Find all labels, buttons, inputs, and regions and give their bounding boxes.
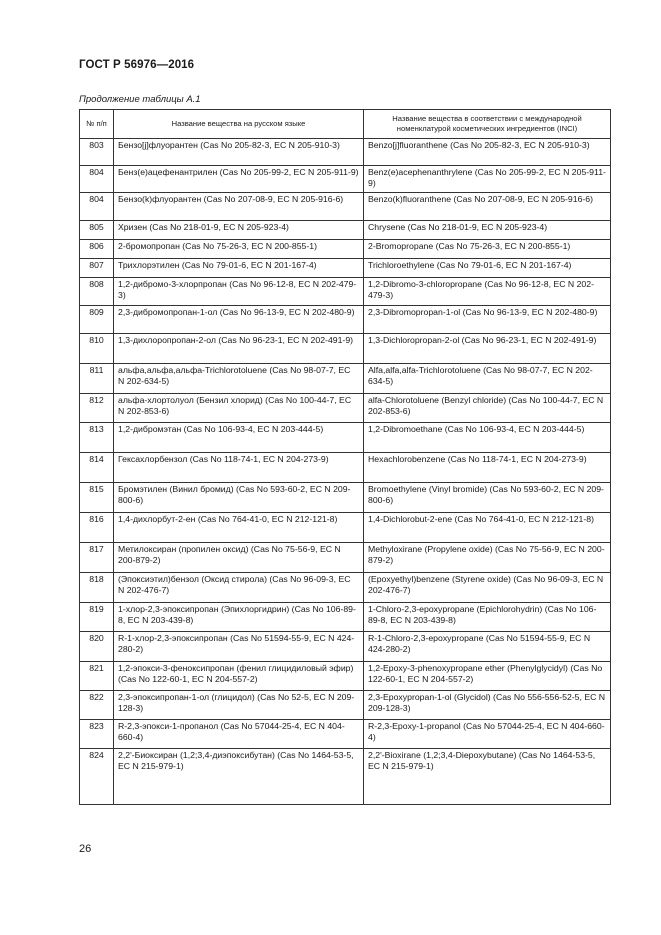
russian-name-cell: Трихлорэтилен (Cas No 79-01-6, EC N 201-167-4) [114,259,364,278]
russian-name-cell: 1,4-дихлорбут-2-ен (Cas No 764-41-0, EC N 212-121-8) [114,513,364,543]
table-row [80,394,611,423]
row-number: 821 [80,662,114,691]
table-row [80,259,611,278]
inci-name-cell: Hexachlorobenzene (Cas No 118-74-1, EC N 204-273-9) [364,453,611,483]
row-number: 807 [80,259,114,278]
row-number: 818 [80,573,114,603]
inci-name-cell: R-2,3-Epoxy-1-propanol (Cas No 57044-25-4, EC N 404-660-4) [364,720,611,749]
inci-name-cell: 1-Chloro-2,3-epoxypropane (Epichlorohydrin) (Cas No 106-89-8, EC N 203-439-8) [364,603,611,632]
inci-name-cell: 2,3-Epoxypropan-1-ol (Glycidol) (Cas No 556-556-52-5, EC N 209-128-3) [364,691,611,720]
inci-name-cell: 1,2-Dibromo-3-chloropropane (Cas No 96-12-8, EC N 202-479-3) [364,278,611,306]
row-number: 816 [80,513,114,543]
inci-name-cell: Benzo(k)fluoranthene (Cas No 207-08-9, EC N 205-916-6) [364,193,611,221]
inci-name-cell: 1,2-Epoxy-3-phenoxypropane ether (Phenylglycidyl) (Cas No 122-60-1, EC N 204-557-2) [364,662,611,691]
row-number: 813 [80,423,114,453]
table-row [80,573,611,603]
inci-name-cell: 2,2'-Bioxirane (1,2;3,4-Diepoxybutane) (Cas No 1464-53-5, EC N 215-979-1) [364,749,611,805]
row-number: 824 [80,749,114,805]
row-number: 820 [80,632,114,662]
table-header-row [80,110,611,139]
russian-name-cell: альфа-хлортолуол (Бензил хлорид) (Cas No 100-44-7, EC N 202-853-6) [114,394,364,423]
table-body [80,139,611,805]
document-title: ГОСТ Р 56976—2016 [79,59,195,71]
table-row [80,662,611,691]
row-number: 804 [80,166,114,193]
russian-name-cell: 1,3-дихлоропропан-2-ол (Cas No 96-23-1, EC N 202-491-9) [114,334,364,364]
russian-name-cell: R-2,3-эпокси-1-пропанол (Cas No 57044-25-4, EC N 404-660-4) [114,720,364,749]
table-caption: Продолжение таблицы А.1 [79,94,201,105]
table-row [80,453,611,483]
inci-name-cell: 2-Bromopropane (Cas No 75-26-3, EC N 200-855-1) [364,240,611,259]
table-row [80,334,611,364]
table-row [80,193,611,221]
row-number: 822 [80,691,114,720]
russian-name-cell: Бромэтилен (Винил бромид) (Cas No 593-60-2, EC N 209-800-6) [114,483,364,513]
inci-name-cell: 1,3-Dichloropropan-2-ol (Cas No 96-23-1, EC N 202-491-9) [364,334,611,364]
row-number: 809 [80,306,114,334]
row-number: 823 [80,720,114,749]
russian-name-cell: Метилоксиран (пропилен оксид) (Cas No 75-56-9, EC N 200-879-2) [114,543,364,573]
header-inci-name: Название вещества в соответствии с международной номенклатурой косметических ингредиентов (INCI) [364,110,611,139]
russian-name-cell: альфа,альфа,альфа-Trichlorotoluene (Cas No 98-07-7, EC N 202-634-5) [114,364,364,394]
russian-name-cell: 1,2-дибромэтан (Cas No 106-93-4, EC N 203-444-5) [114,423,364,453]
russian-name-cell: Хризен (Cas No 218-01-9, EC N 205-923-4) [114,221,364,240]
inci-name-cell: 2,3-Dibromopropan-1-ol (Cas No 96-13-9, EC N 202-480-9) [364,306,611,334]
row-number: 814 [80,453,114,483]
table-row [80,221,611,240]
inci-name-cell: 1,4-Dichlorobut-2-ene (Cas No 764-41-0, EC N 212-121-8) [364,513,611,543]
russian-name-cell: Бензо[j]флуорантен (Cas No 205-82-3, EC N 205-910-3) [114,139,364,166]
russian-name-cell: 1-хлор-2,3-эпоксипропан (Эпихлоргидрин) (Cas No 106-89-8, EC N 203-439-8) [114,603,364,632]
russian-name-cell: Бенз(е)ацефенантрилен (Cas No 205-99-2, EC N 205-911-9) [114,166,364,193]
table-row [80,278,611,306]
russian-name-cell: 1,2-дибромо-3-хлорпропан (Cas No 96-12-8, EC N 202-479-3) [114,278,364,306]
table-row [80,483,611,513]
table-row [80,306,611,334]
row-number: 810 [80,334,114,364]
row-number: 811 [80,364,114,394]
row-number: 806 [80,240,114,259]
row-number: 819 [80,603,114,632]
inci-name-cell: Bromoethylene (Vinyl bromide) (Cas No 593-60-2, EC N 209-800-6) [364,483,611,513]
inci-name-cell: Chrysene (Cas No 218-01-9, EC N 205-923-4) [364,221,611,240]
russian-name-cell: 2-бромопропан (Cas No 75-26-3, EC N 200-855-1) [114,240,364,259]
table-row [80,720,611,749]
row-number: 812 [80,394,114,423]
table-row [80,603,611,632]
table-row [80,749,611,805]
russian-name-cell: 1,2-эпокси-3-феноксипропан (фенил глицидиловый эфир) (Cas No 122-60-1, EC N 204-557-2) [114,662,364,691]
substances-table [79,109,611,805]
row-number: 817 [80,543,114,573]
table-row [80,543,611,573]
inci-name-cell: Benzo[j]fluoranthene (Cas No 205-82-3, EC N 205-910-3) [364,139,611,166]
inci-name-cell: Benz(e)acephenanthrylene (Cas No 205-99-2, EC N 205-911-9) [364,166,611,193]
table-row [80,139,611,166]
russian-name-cell: Бензо(k)флуорантен (Cas No 207-08-9, EC N 205-916-6) [114,193,364,221]
inci-name-cell: alfa-Chlorotoluene (Benzyl chloride) (Cas No 100-44-7, EC N 202-853-6) [364,394,611,423]
table-row [80,691,611,720]
table-row [80,513,611,543]
row-number: 803 [80,139,114,166]
inci-name-cell: (Epoxyethyl)benzene (Styrene oxide) (Cas No 96-09-3, EC N 202-476-7) [364,573,611,603]
inci-name-cell: Alfa,alfa,alfa-Trichlorotoluene (Cas No 98-07-7, EC N 202-634-5) [364,364,611,394]
row-number: 815 [80,483,114,513]
table-row [80,632,611,662]
row-number: 808 [80,278,114,306]
inci-name-cell: Trichloroethylene (Cas No 79-01-6, EC N 201-167-4) [364,259,611,278]
russian-name-cell: 2,3-эпоксипропан-1-ол (глицидол) (Cas No 52-5, EC N 209-128-3) [114,691,364,720]
inci-name-cell: 1,2-Dibromoethane (Cas No 106-93-4, EC N 203-444-5) [364,423,611,453]
russian-name-cell: 2,2'-Биоксиран (1,2;3,4-диэпоксибутан) (Cas No 1464-53-5, EC N 215-979-1) [114,749,364,805]
russian-name-cell: R-1-хлор-2,3-эпоксипропан (Cas No 51594-55-9, EC N 424-280-2) [114,632,364,662]
table-row [80,240,611,259]
page-number: 26 [79,843,92,855]
russian-name-cell: (Эпоксиэтил)бензол (Оксид стирола) (Cas No 96-09-3, EC N 202-476-7) [114,573,364,603]
table-row [80,166,611,193]
russian-name-cell: Гексахлорбензол (Cas No 118-74-1, EC N 204-273-9) [114,453,364,483]
table-row [80,364,611,394]
table-row [80,423,611,453]
row-number: 804 [80,193,114,221]
header-russian-name: Название вещества на русском языке [114,110,364,139]
russian-name-cell: 2,3-дибромопропан-1-ол (Cas No 96-13-9, EC N 202-480-9) [114,306,364,334]
header-num: № п/п [80,110,114,139]
row-number: 805 [80,221,114,240]
inci-name-cell: R-1-Chloro-2,3-epoxypropane (Cas No 51594-55-9, EC N 424-280-2) [364,632,611,662]
inci-name-cell: Methyloxirane (Propylene oxide) (Cas No 75-56-9, EC N 200-879-2) [364,543,611,573]
